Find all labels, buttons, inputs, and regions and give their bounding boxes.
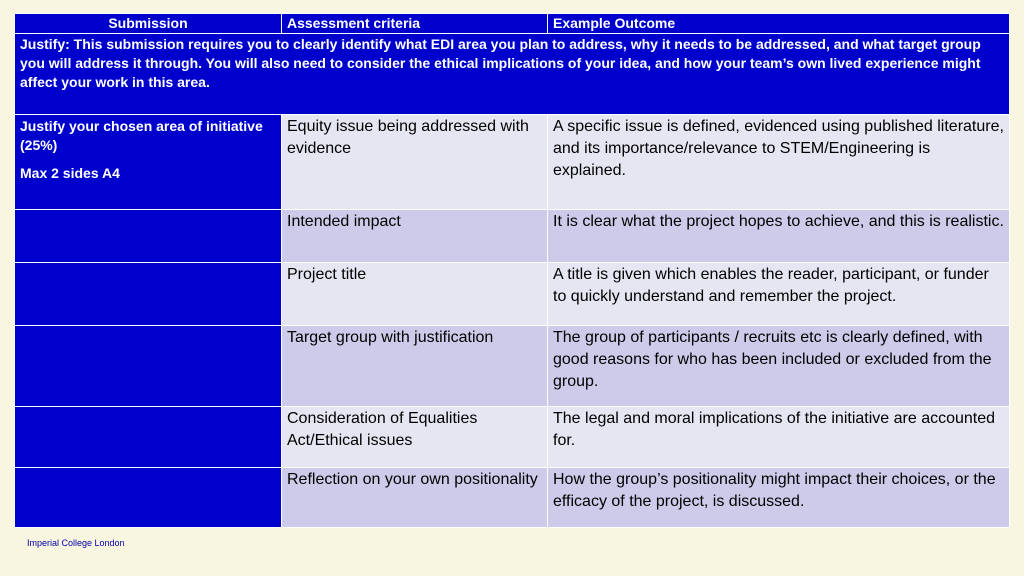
submission-cell-empty (15, 468, 282, 528)
criterion-cell: Target group with justification (282, 326, 548, 407)
justify-row (15, 34, 1010, 115)
submission-title: Justify your chosen area of initiative (25%) (20, 118, 263, 153)
footer-logo-text: Imperial College London (27, 538, 125, 548)
criterion-cell: Project title (282, 263, 548, 326)
table-row (15, 210, 1010, 263)
header-row (15, 14, 1010, 34)
submission-cell-empty (15, 263, 282, 326)
criterion-cell: Equity issue being addressed with evidence (282, 115, 548, 210)
header-assessment-criteria: Assessment criteria (282, 14, 548, 34)
table-row (15, 326, 1010, 407)
outcome-cell: A title is given which enables the reader, participant, or funder to quickly understand and remember the project. (548, 263, 1010, 326)
submission-cell-empty (15, 326, 282, 407)
outcome-cell: The legal and moral implications of the initiative are accounted for. (548, 407, 1010, 468)
criterion-cell: Reflection on your own positionality (282, 468, 548, 528)
assessment-table (14, 13, 1010, 528)
table-row (15, 263, 1010, 326)
submission-cell (15, 115, 282, 210)
table-row (15, 407, 1010, 468)
submission-cell-empty (15, 407, 282, 468)
submission-cell-empty (15, 210, 282, 263)
outcome-cell: A specific issue is defined, evidenced using published literature, and its importance/relevance to STEM/Engineering is explained. (548, 115, 1010, 210)
criterion-cell: Consideration of Equalities Act/Ethical issues (282, 407, 548, 468)
outcome-cell: The group of participants / recruits etc is clearly defined, with good reasons for who has been included or excluded from the group. (548, 326, 1010, 407)
criterion-cell: Intended impact (282, 210, 548, 263)
outcome-cell: How the group’s positionality might impact their choices, or the efficacy of the project, is discussed. (548, 468, 1010, 528)
justify-description: Justify: This submission requires you to clearly identify what EDI area you plan to address, why it needs to be addressed, and what target group you will address it through. You will also need to consider the ethical implications of your idea, and how your team’s own lived experience might affect your work in this area. (15, 34, 1010, 115)
header-example-outcome: Example Outcome (548, 14, 1010, 34)
outcome-cell: It is clear what the project hopes to achieve, and this is realistic. (548, 210, 1010, 263)
submission-max-length: Max 2 sides A4 (20, 165, 120, 181)
table-row (15, 468, 1010, 528)
table-row (15, 115, 1010, 210)
header-submission: Submission (15, 14, 282, 34)
